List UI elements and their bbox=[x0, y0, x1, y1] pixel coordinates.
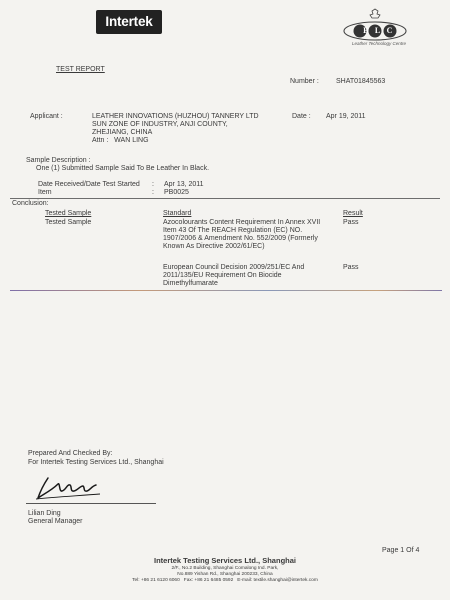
date-received-colon: : bbox=[152, 181, 154, 188]
row1-sample: Tested Sample bbox=[45, 219, 92, 226]
for-company-label: For Intertek Testing Services Ltd., Shanghai bbox=[28, 459, 164, 466]
applicant-line: LEATHER INNOVATIONS (HUZHOU) TANNERY LTD bbox=[92, 113, 259, 120]
footer-contact: Tel: +86 21 6120 6060 Fax: +86 21 6485 0592 E-mail: textile.shanghai@intertek.com bbox=[132, 578, 318, 583]
date-value: Apr 19, 2011 bbox=[326, 113, 366, 120]
applicant-label: Applicant : bbox=[30, 113, 63, 120]
section-divider bbox=[10, 198, 440, 199]
date-label: Date : bbox=[292, 113, 311, 120]
footer-address-1: 2/F., No.2 Building, Shanghai Comalong Ind. Park, bbox=[171, 566, 279, 571]
conclusion-label: Conclusion: bbox=[12, 200, 49, 207]
footer-address-2: No.889 Yishan Rd., Shanghai 200233, China bbox=[177, 572, 273, 577]
footer-company: Intertek Testing Services Ltd., Shanghai bbox=[154, 556, 296, 565]
col-header-sample: Tested Sample bbox=[45, 210, 92, 217]
date-received-label: Date Received/Date Test Started bbox=[38, 181, 140, 188]
signer-name: Lilian Ding bbox=[28, 510, 61, 517]
number-label: Number : bbox=[290, 78, 319, 85]
row2-result: Pass bbox=[343, 264, 359, 271]
blc-subtitle: Leather Technology Centre bbox=[351, 41, 407, 46]
date-received-value: Apr 13, 2011 bbox=[164, 181, 204, 188]
applicant-line: SUN ZONE OF INDUSTRY, ANJI COUNTY, bbox=[92, 121, 228, 128]
leather-hide-icon bbox=[370, 9, 380, 18]
prepared-label: Prepared And Checked By: bbox=[28, 450, 113, 457]
signer-title: General Manager bbox=[28, 518, 83, 525]
sample-desc-label: Sample Description : bbox=[26, 157, 91, 164]
applicant-attn: Attn : WAN LING bbox=[92, 137, 149, 144]
applicant-line: ZHEJIANG, CHINA bbox=[92, 129, 153, 136]
applicant-block bbox=[92, 113, 259, 145]
row1-standard: Azocolourants Content Requirement In Annex XVII Item 43 Of The REACH Regulation (EC) NO. 1907/2006 & Amendment No. 552/2009 (Formerly Known As Directive 2002/61/EC) bbox=[163, 219, 321, 250]
item-label: Item bbox=[38, 189, 52, 196]
row1-result: Pass bbox=[343, 219, 359, 226]
handwritten-signature bbox=[34, 470, 106, 504]
item-colon: : bbox=[152, 189, 154, 196]
table-bottom-rule bbox=[10, 290, 442, 291]
intertek-logo: Intertek bbox=[96, 10, 162, 34]
col-header-result: Result bbox=[343, 210, 363, 217]
page-indicator: Page 1 Of 4 bbox=[382, 547, 420, 554]
report-title: TEST REPORT bbox=[56, 66, 105, 73]
item-value: PB0025 bbox=[164, 189, 189, 196]
number-value: SHAT01845563 bbox=[336, 78, 386, 85]
row2-standard: European Council Decision 2009/251/EC And 2011/135/EU Requirement On Biocide Dimethylfumarate bbox=[163, 264, 305, 287]
col-header-standard: Standard bbox=[163, 210, 192, 217]
sample-desc-value: One (1) Submitted Sample Said To Be Leather In Black. bbox=[36, 165, 210, 172]
blc-text: BLC bbox=[363, 26, 399, 35]
signature-line bbox=[26, 503, 156, 504]
